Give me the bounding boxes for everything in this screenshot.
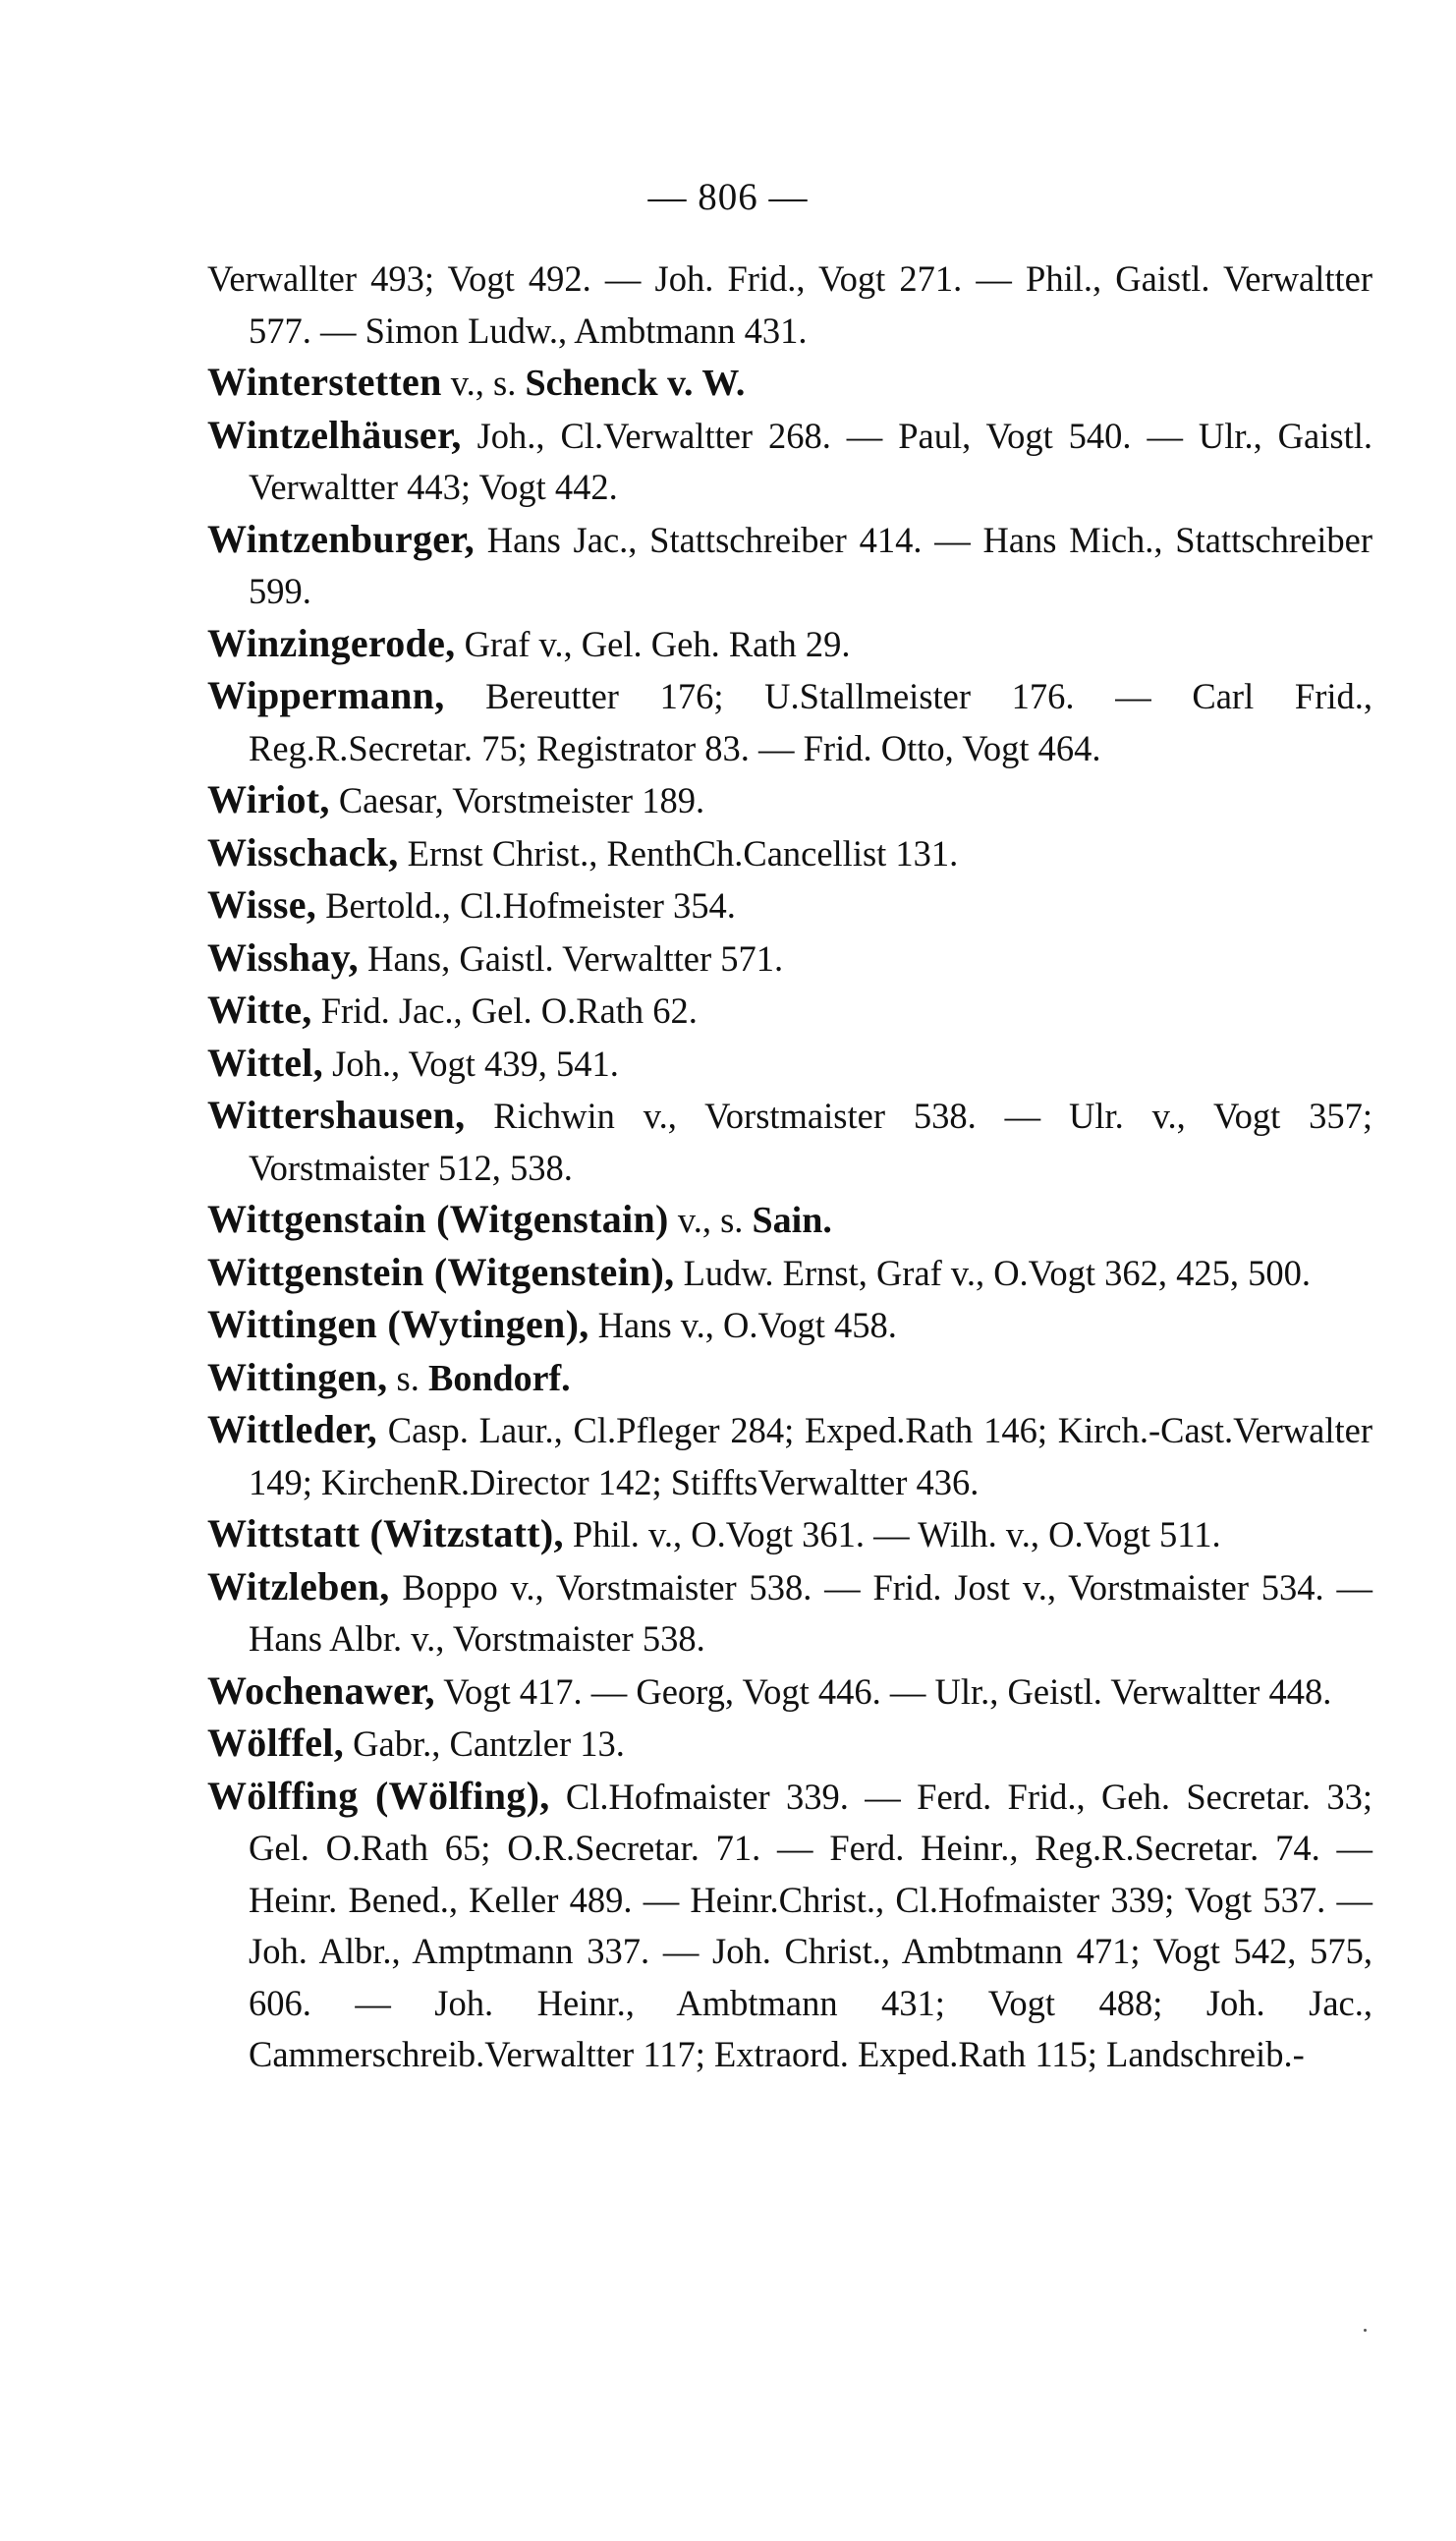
entry-headword: Wittgenstain (Witgenstain) — [207, 1197, 669, 1241]
entry-headword: Wittershausen, — [207, 1093, 466, 1137]
index-entry — [207, 1352, 1372, 1405]
entry-body: Caesar, Vorstmeister 189. — [329, 780, 705, 820]
entry-body: Bereutter 176; U.Stallmeister 176. — Carl Frid., Reg.R.Secretar. 75; Registrator 83. — Frid. Otto, Vogt 464. — [249, 676, 1382, 768]
entry-body: Graf v., Gel. Geh. Rath 29. — [455, 623, 851, 664]
entry-body: Joh., Cl.Verwaltter 268. — Paul, Vogt 540. — Ulr., Gaistl. Verwaltter 443; Vogt 442. — [249, 415, 1381, 507]
entry-body: Frid. Jac., Gel. O.Rath 62. — [311, 990, 698, 1031]
index-entry — [207, 254, 1382, 357]
index-entry — [207, 774, 1372, 827]
entry-headword: Winterstetten — [207, 360, 442, 404]
entry-body: Ernst Christ., RenthCh.Cancellist 131. — [398, 832, 959, 874]
index-entry — [207, 1090, 1381, 1194]
entry-body: Hans Jac., Stattschreiber 414. — Hans Mich., Stattschreiber 599. — [249, 519, 1382, 611]
index-entry — [207, 1771, 1382, 2081]
entry-body: s. — [387, 1357, 428, 1398]
index-entry — [207, 932, 1372, 986]
entry-body: Richwin v., Vorstmaister 538. — Ulr. v., Vogt 357; Vorstmaister 512, 538. — [249, 1096, 1381, 1188]
entry-headword: Wittingen (Wytingen), — [207, 1302, 589, 1346]
entry-body: Hans v., O.Vogt 458. — [588, 1305, 897, 1345]
index-entry — [207, 1666, 1372, 1719]
entry-body: Phil. v., O.Vogt 361. — Wilh. v., O.Vogt 511. — [563, 1514, 1221, 1554]
index-entry — [207, 1299, 1372, 1352]
entry-headword: Witte, — [207, 988, 312, 1032]
index-entry — [207, 1718, 1372, 1771]
index-entry — [207, 514, 1382, 618]
entry-cross-reference: Bondorf. — [427, 1357, 571, 1399]
index-entry — [207, 827, 1372, 880]
entry-headword: Wippermann, — [207, 673, 445, 717]
index-entry — [207, 985, 1372, 1038]
entry-body: Vogt 417. — Georg, Vogt 446. — Ulr., Geistl. Verwaltter 448. — [434, 1670, 1332, 1712]
entry-body: Casp. Laur., Cl.Pfleger 284; Exped.Rath 146; Kirch.-Cast.Verwalter 149; KirchenR.Director 142; StifftsVerwaltter 436. — [249, 1410, 1382, 1502]
index-entry — [207, 1194, 1372, 1247]
index-entry — [207, 357, 1372, 410]
scan-speck — [1364, 2329, 1367, 2332]
page-number: — 806 — — [647, 176, 809, 218]
entry-headword: Wochenawer, — [207, 1667, 435, 1713]
entry-body: Bertold., Cl.Hofmeister 354. — [316, 885, 736, 926]
entry-body: Joh., Vogt 439, 541. — [323, 1043, 619, 1084]
index-entry — [207, 1038, 1372, 1091]
entry-headword: Winzingerode, — [207, 620, 456, 665]
entry-headword: Wisschack, — [207, 829, 399, 875]
entry-body: Boppo v., Vorstmaister 538. — Frid. Jost v., Vorstmaister 534. — Hans Albr. v., Vorstmaister 538. — [249, 1566, 1382, 1659]
entry-body: Verwallter 493; Vogt 492. — Joh. Frid., Vogt 271. — Phil., Gaistl. Verwaltter 577. — Simon Ludw., Ambtmann 431. — [207, 258, 1382, 351]
entry-cross-reference: Sain. — [752, 1200, 832, 1241]
entry-headword: Wittleder, — [207, 1407, 377, 1451]
entry-cross-reference: Schenck v. W. — [525, 363, 746, 404]
index-entry — [207, 618, 1372, 671]
index-entry — [207, 1404, 1382, 1508]
entry-headword: Wisse, — [207, 882, 317, 927]
entry-body: Gabr., Cantzler 13. — [344, 1723, 625, 1764]
index-entry — [207, 1247, 1372, 1300]
index-entries — [207, 254, 1382, 2081]
entry-body: Cl.Hofmaister 339. — Ferd. Frid., Geh. Secretar. 33; Gel. O.Rath 65; O.R.Secretar. 71. — Ferd. Heinr., Reg.R.Secretar. 74. — Heinr. Bened., Keller 489. — Heinr.Christ., Cl.Hofmaister 339; Vogt 537. — Joh. Albr., Amptmann 337. — Joh. Christ., Ambtmann 471; Vogt 542, 575, 606. — Joh. Heinr., Ambtmann 431; Vogt 488; Joh. Jac., Cammerschreib.Verwaltter 117; Extraord. Exped.Rath 115; Landschreib.- — [249, 1776, 1382, 2074]
index-entry — [207, 670, 1382, 774]
entry-headword: Wittgenstein (Witgenstein), — [207, 1249, 675, 1294]
entry-headword: Wiriot, — [207, 777, 330, 821]
entry-body: v., s. — [668, 1200, 753, 1240]
index-entry — [207, 410, 1381, 514]
index-entry — [207, 879, 1372, 932]
entry-headword: Wisshay, — [207, 934, 359, 980]
index-entry — [207, 1508, 1372, 1561]
entry-headword: Wittstatt (Witzstatt), — [207, 1511, 564, 1555]
entry-headword: Wölffing (Wölfing), — [207, 1773, 550, 1818]
entry-body: Hans, Gaistl. Verwaltter 571. — [358, 937, 784, 979]
entry-headword: Wintzenburger, — [207, 516, 475, 561]
entry-headword: Witzleben, — [207, 1563, 390, 1609]
entry-headword: Wittel, — [207, 1040, 323, 1085]
entry-headword: Wintzelhäuser, — [207, 412, 462, 457]
index-entry — [207, 1561, 1382, 1666]
entry-body: v., s. — [441, 363, 526, 403]
entry-headword: Wittingen, — [207, 1354, 388, 1399]
entry-headword: Wölffel, — [207, 1721, 345, 1765]
entry-body: Ludw. Ernst, Graf v., O.Vogt 362, 425, 500. — [674, 1252, 1311, 1293]
